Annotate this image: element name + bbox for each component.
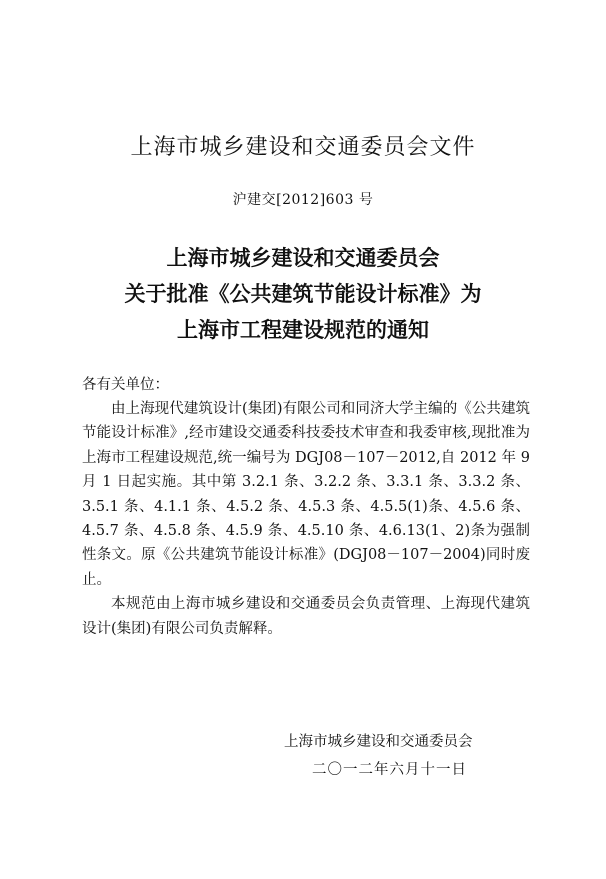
signature-block <box>284 728 496 784</box>
title-line-3: 上海市工程建设规范的通知 <box>177 318 429 342</box>
signature-organization: 上海市城乡建设和交通委员会 <box>284 734 473 750</box>
document-title <box>0 240 606 348</box>
issuer-header: 上海市城乡建设和交通委员会文件 <box>130 135 476 160</box>
title-line-2: 关于批准《公共建筑节能设计标准》为 <box>124 282 482 306</box>
signature-date: 二〇一二年六月十一日 <box>312 762 467 778</box>
title-line-1: 上海市城乡建设和交通委员会 <box>166 246 440 270</box>
body-paragraph-1: 由上海现代建筑设计(集团)有限公司和同济大学主编的《公共建筑节能设计标准》,经市建设交通委科技委技术审查和我委审核,现批准为上海市工程建设规范,统一编号为 DGJ08－107－2012,自 2012 年 9 月 1 日起实施。其中第 3.2.1 条、3.2.2 条、3.3.1 条、3.3.2 条、3.5.1 条、4.1.1 条、4.5.2 条、4.5.3 条、4.5.5(1)条、4.5.6 条、4.5.7 条、4.5.8 条、4.5.9 条、4.5.10 条、4.6.13(1、2)条为强制性条文。原《公共建筑节能设计标准》(DGJ08－107－2004)同时废止。 <box>82 401 530 588</box>
document-number: 沪建交[2012]603 号 <box>232 192 374 208</box>
body-paragraph-2: 本规范由上海市城乡建设和交通委员会负责管理、上海现代建筑设计(集团)有限公司负责解释。 <box>82 596 530 637</box>
salutation: 各有关单位： <box>82 377 169 393</box>
body-text <box>82 397 530 641</box>
